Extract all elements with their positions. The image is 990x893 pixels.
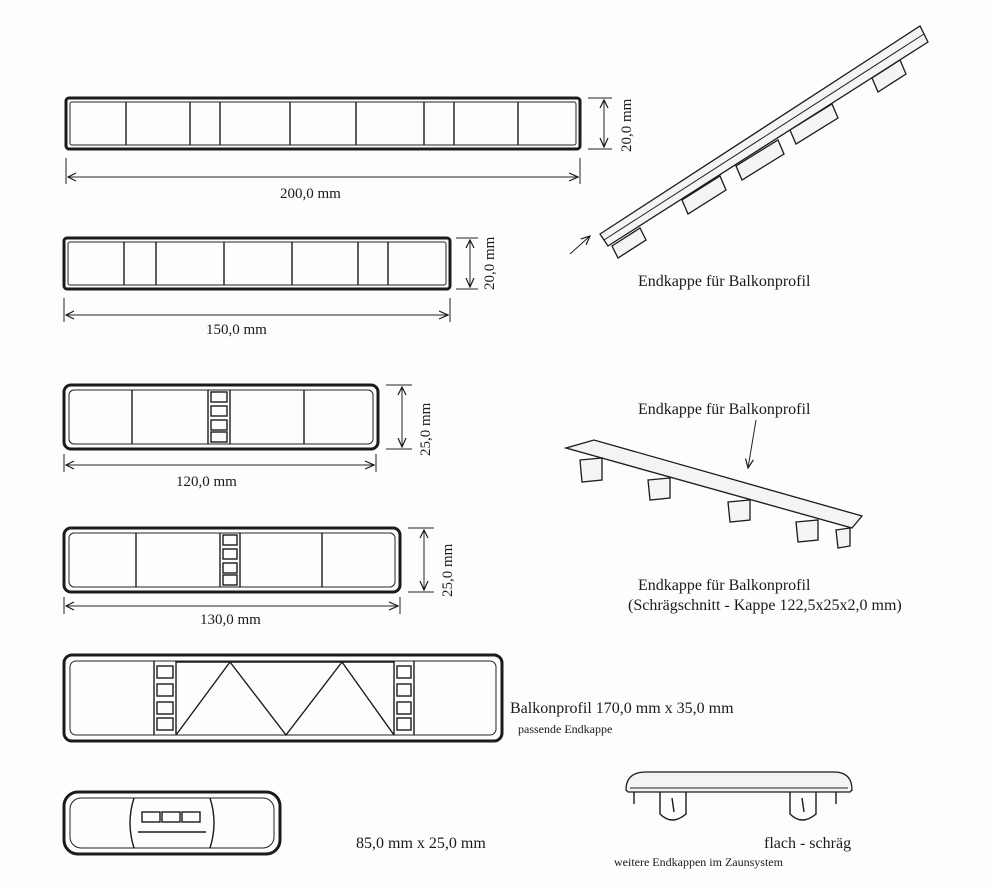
profile-130-outline	[64, 528, 400, 592]
endcap-flat	[614, 772, 852, 869]
height-label: 20,0 mm	[482, 236, 498, 290]
endcap-diagonal	[570, 26, 928, 290]
balkon-profile	[64, 655, 734, 741]
pointer-arrow	[570, 236, 590, 254]
profile-200-outline	[66, 98, 580, 149]
endcap-tabs	[634, 792, 836, 820]
balkon-subtitle: passende Endkappe	[518, 722, 613, 736]
width-label: 120,0 mm	[176, 474, 237, 490]
width-label: 130,0 mm	[200, 612, 261, 628]
height-label: 20,0 mm	[619, 98, 635, 152]
endcap-sloped	[566, 401, 902, 614]
profile-120mm	[64, 385, 434, 490]
balkon-title: Balkonprofil 170,0 mm x 35,0 mm	[510, 700, 734, 717]
flat-label: flach - schräg	[764, 835, 852, 852]
fence-note: weitere Endkappen im Zaunsystem	[614, 855, 783, 869]
small-profile	[64, 792, 486, 854]
profile-150mm	[64, 236, 498, 338]
endcap-lid	[566, 440, 862, 528]
small-profile-outline	[64, 792, 280, 854]
width-label: 150,0 mm	[206, 322, 267, 338]
pointer-arrow	[748, 420, 756, 468]
profile-200mm	[66, 98, 635, 202]
height-label: 25,0 mm	[440, 543, 456, 597]
profile-120-outline	[64, 385, 378, 449]
endcap-lid	[600, 26, 928, 246]
width-label: 200,0 mm	[280, 186, 341, 202]
profile-150-outline	[64, 238, 450, 289]
endcap-caption-detail: (Schrägschnitt - Kappe 122,5x25x2,0 mm)	[628, 597, 902, 614]
endcap-caption: Endkappe für Balkonprofil	[638, 401, 811, 418]
profile-130mm	[64, 528, 456, 628]
endcap-lid	[626, 772, 852, 792]
endcap-tabs	[612, 60, 906, 258]
endcap-caption: Endkappe für Balkonprofil	[638, 273, 811, 290]
height-label: 25,0 mm	[418, 402, 434, 456]
endcap-caption: Endkappe für Balkonprofil	[638, 577, 811, 594]
balkon-profile-outline	[64, 655, 502, 741]
small-profile-label: 85,0 mm x 25,0 mm	[356, 835, 486, 852]
